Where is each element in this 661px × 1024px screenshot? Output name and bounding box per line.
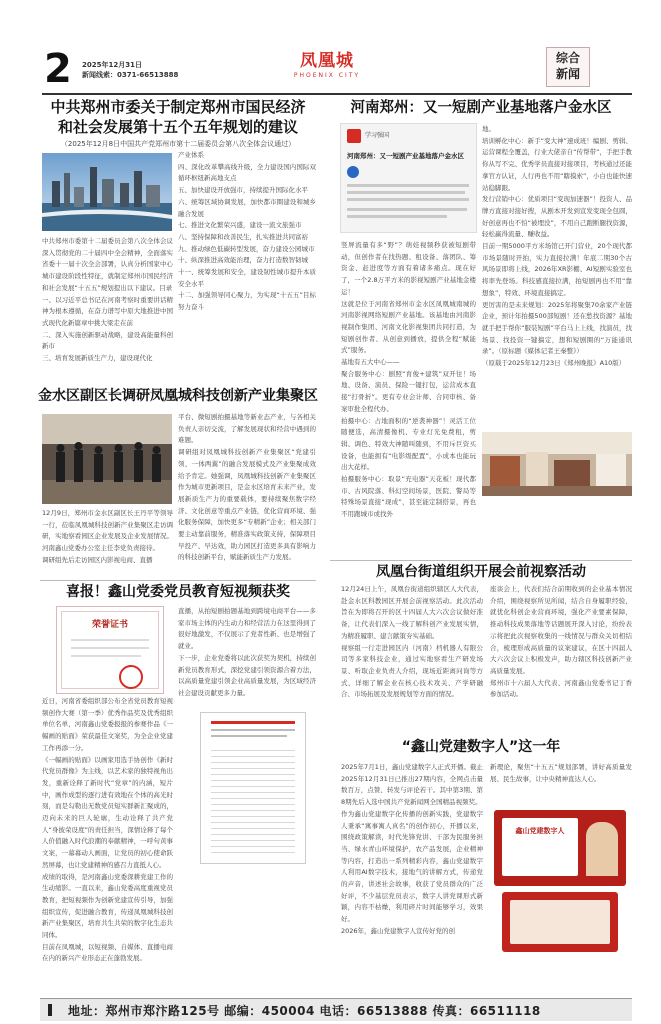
article3-photo (42, 414, 172, 504)
article4-body-left: 12月24日上午，凤凰台街道组织辖区人大代表，赴金水区科教园区开展会前视察活动。此次活动旨在为即将召开的区十四届人大六次会议做好准备，让代表们深入一线了解科创产业发展实情，为精准履职、建言献策夯实基础。 视察组一行走进园区内（河南）档机器人有限公司等多家科技企业，通过实地察看生产研发场景、听取企业负责人介绍，现场近距离问询等方式，详细了解企业在核心技术攻关、产学研融合、市场拓展及发展规划等方面的情况。 (341, 585, 483, 699)
issue-meta (82, 60, 178, 80)
page-number: 2 (44, 46, 72, 92)
article2-body-right: 地。 培训孵化中心：新手“变大神”速成班！编剧、剪辑、运营课程全覆盖，行业大佬亲自“传帮带”，手把手教你从写不完、优秀学员直接对接项目，考核通过还能拿官方认证，人行再也不用“瞎摸索”，小白也能快速站稳脚跟。 发行营销中心：优质项目“变现加速器”！投资人、品牌方直接对接好搜，从剧本开发到宣发变现全包圆，好创意再也不怕“被埋没”，不用自己跑断腿找资源，轻松赢得流量、赚收益。 目前一期5000平方米场馆已开门营业，20个现代都市场景随时开拍，实力直接拉满！年底二期30个古风场景即将上线，2026年XR影棚、AI短剧实验室也将率先登场。科技感直接拉满，拍短剧再也不用“靠想象”，特效、环境直接搞定。 更厉害的是未来规划：2025年将聚集70余家产业链企业，预计年拍摄500部短剧！还在愁找资源？基地就手把手帮你“服装短剧”平台马上上线，找演员，找场景、找投资一键搞定，想和短剧圈的“万能通讯录”。（原标题《媒体记者王秦整》） （原载于2025年12月23日《郑州晚报》A10版） (482, 125, 632, 368)
news-hotline: 新闻线索：0371-66513888 (82, 71, 179, 79)
article1-title-line2: 和社会发展第十五个五年规划的建议 (57, 118, 298, 136)
section-tag-line1: 综合 (555, 51, 580, 65)
city-skyline-photo (42, 153, 172, 231)
footer-bar (40, 998, 632, 1021)
logo-chinese: 凤凰城 (300, 51, 354, 71)
article3-body-right: 平台、微短剧拍摄基地等新业态产业，与各相关负责人亲切交流，了解发展现状和经营中遇到的难题。 调研组对凤凰城科技创新产业集聚区“党建引领、一体两翼”的融合发展模式及产业集聚成效给予肯定。她强调，凤凰城科技创新产业集聚区作为城市更新项目，是金水区培育未来产业，发展新质生产力的重要载体，要持续聚焦数字经济、文化创意等重点产业链，优化营商环境、强化服务保障，加快更多“专精新”企业；相关部门要主动靠前服务，精准落实政策支持，保障项目早投产、早达效，助力园区打造更多具有影响力的科技创新平台，赋能新质生产力发展。 (178, 413, 316, 562)
seal-icon (119, 665, 143, 689)
article2-screenshot (340, 123, 477, 233)
author-avatar-icon (347, 166, 359, 178)
section-tag-line2: 新闻 (555, 67, 580, 81)
issue-date: 2025年12月31日 (82, 61, 142, 69)
poster-title: 鑫山党建数字人 (515, 827, 565, 835)
header-rule (42, 93, 632, 95)
article2-body-left: 竖屏流量有多“野”？萌娃视频秒获被短剧带动，但创作者在找热题、租设备、落团队、筹资金、赶进度等方面有着诸多痛点。现在好了，一个2.8万平方米的影视短剧产业基地金楼运！ 这就是位于河南省郑州市金水区凤凰城南城的河南影视网络短剧产业基地。该基地由河南影视制作集团、河南文化影视集团共同打造，为短剧创作者、从创意到播放，提供全程“赋能式”服务。 基地有五大中心—— 聚合服务中心：剧照“育俊+建筑”双开往！场地、设备、演员、保险一键打包，运营成本直接“打骨折”。更有专业会计师、合同审核、备案审批全程代办。 拍摄中心：占地面积的“逆袭神器”！灵活工位随便选，高清摄像机、专业灯光免费租，剪辑、调色、特效大神随叫随到，不用斥巨资买设备，也能拥有“电影级配置”，小成本也能玩出大花样。 拍摄服务中心：取景“充电器”天花板！现代都市、古风院落、科幻空间场景，医院、警局等特殊场景直接“现成”，甚至能定制搭景，再也不用跑城市或找外 (341, 241, 476, 519)
article6-body-right: 新理论，聚焦“十五五”规划部署，讲好高质量发展、民生故事，让中央精神直达人心。 (490, 763, 632, 783)
article5-document-image (200, 712, 306, 864)
logo-english: PHOENIX CITY (293, 72, 361, 79)
article1-title-line1: 中共郑州市委关于制定郑州市国民经济 (50, 98, 306, 116)
digital-human-figure (586, 822, 618, 876)
article6-title: “鑫山党建数字人”这一年 (401, 739, 561, 755)
section-divider (40, 580, 316, 581)
article3-title: 金水区副区长调研凤凰城科技创新产业集聚区 (38, 388, 318, 404)
article1-body-right: 产业体系 四、深化改革攀高线升级，全力建设国内国际双循环枢纽新高地支点 五、加快建设开放强市，持续提升国际化水平 六、统筹区域协调发展，加快都市圈建设和城乡融合发展 七、推进文化繁荣兴盛，建设一流文旅强市 八、坚持保障和改善民生，扎实推进共同富裕 九、推动绿色低碳转型发展，奋力建设公园城市 十、纵深推进高效能治理，奋力打造数智韧城 十一、统筹发展和安全，建设韧性城市提升本质安全水平 十二、加强领导同心聚力，为实现“十五五”目标努力奋斗 (178, 151, 316, 312)
article1-photo (42, 153, 172, 231)
article6-poster (494, 810, 626, 886)
article6-body-left: 2025年7月1日，鑫山党建数字人正式开播。截止2025年12月31日已推出27期内容，全网点击量数百万，点赞、转发与评论若干。其中第3期、第8期先后入选中国共产党新闻网全国精品视频奖。 作为鑫山党建数字化传播的创新实践，党建数字人秉承“寓事寓人真名”的创作初心，开播以来，围绕政策解读，时代先锋党讲、干部为民服务担当、绿水青山环境保护，农产品发展，企业精神等内容，打造出一系列精彩内容，鑫山党建数字人利用AI数字技术，接地气的讲解方式，传递党的声音，讲述社会故事，收获了党员群众的广泛好评，不少基层党员表示，数字人讲党课形式新颖，内容不枯燥，利用碎片时间能够学习，效果好。 2026年，鑫山党建数字人宣传好党的创 (341, 763, 483, 935)
article5-body-left: 近日，河南省委组织部公布全省党员教育短视频创作大赛（第一季）优秀作品奖及优秀组织单位名单，河南鑫山党委报报的参赛作品《一幅画的贴面》荣获最佳文案奖，为全企业党建工作再添一分。 《一幅画的贴面》以画家用选手协创作《新时代党员群像》为主线，以艺术家的独特视角出发，重新诠释了新时代“党章”的内涵，短片中，画作成型的逐行进有效地在个体的高光时刻，而是勾勒出无数党员短实群新汇聚成的，迈向未来的巨人轮廓，生动诠释了共产党人“身披荣设度”的责任担当，深情诠释了每个人价值融入时代浪潮的奉献精神，一呼句黄事文案，一幕幕动人画面，让党员的初心使命跃然屏幕，也让党建精神的感召力直抵人心。 成绩的取得，是河南鑫山党委深耕党建工作的生动缩影。一直以来，鑫山党委高度重视党员教育，把短视频作为创新党建宣传引导，加强组织宣传，促进融合教育，传递凤凰城科技创新产业集聚区，培育共生共荣的数字化生态共同体。 目前在凤凰城，以短视频、自媒体、直播电商在内的新兴产业形态正在蓬勃发展。 (42, 697, 173, 963)
studio-interior-photo (482, 432, 632, 496)
article1-body-left: 中共郑州市委第十二届委员会第八次全体会议深入贯彻党的二十届四中全会精神，全面落实省委十一届十次全会部署，认真分析国家中心城市建设阶段性特征，就制定郑州市国民经济和社会发展“十五五”规划提出以下建议。目录 一、以习近平总书记在河南考察时重要讲话精神为根本遵循，在奋力谱写中原大地推进中国式现代化新篇章中挑大梁走在前 二、深入实施创新驱动战略，建设高能量科创新市 三、培育发展新质生产力，建设现代化 (42, 237, 173, 363)
footer-contact: 地址：郑州市郑汴路125号 邮编：450004 电话：66513888 传真：66511118 (68, 1004, 541, 1018)
section-divider (330, 560, 632, 561)
article2-title: 河南郑州：又一短剧产业基地落户金水区 (350, 100, 612, 116)
article5-body-right: 直播，从拍短剧拍题基地到跨境电商平台——多家市场主体的内生动力和经营活力在这里得到了很好地激发，不仅展示了党者性新、也是增强了就业。 下一步，企业党委将以此次获奖为契机，持续创新党员教育形式，深挖党建引领资源合着方法，以高质量党建引领企业高质量发展，为区域经济社会建设贡献更多力量。 (178, 607, 316, 697)
article6-poster-small (502, 892, 618, 952)
article4-title: 凤凰台街道组织开展会前视察活动 (376, 564, 586, 580)
article3-body-left: 12月9日，郑州市金水区副区长王丹平等领导一行，莅临凤凰城科技创新产业集聚区走访调研，实地察看园区企业发展及企业发展情况。河南鑫山党委办公室主任李党负责接待。 调研组先后走访园区内影视电商、直播 (42, 509, 173, 564)
app-logo-icon (347, 129, 361, 143)
footer-marker (48, 1004, 52, 1016)
article5-certificate (56, 606, 164, 694)
screenshot-headline: 河南郑州：又一短剧产业基地落户金水区 (347, 152, 464, 160)
screenshot-app-name: 学习强国 (365, 132, 390, 139)
section-tag (546, 47, 590, 87)
certificate-title: 荣誉证书 (91, 620, 128, 630)
article1-subtitle: （2025年12月8日中国共产党郑州市第十二届委员会第八次全体会议通过） (60, 140, 296, 148)
article2-photo (482, 432, 632, 496)
newspaper-logo (289, 50, 365, 90)
inspection-group-photo (42, 414, 172, 504)
article4-body-right: 座谈会上，代表们结合前期收到的企业基本情况介绍，围绕视察所见所闻，结合自身履职经验，就优化科创企业营商环境，强化产业要素保障，推动科技成果落地等话题展开深入讨论，纷纷表示将把此次视察收集的一线情况与群众关切相结合，梳理形成高质量的议案建议，在区十四届人大六次会议上积极发声，助力辖区科技创新产业高质量发展。 郑州市十六届人大代表、河南鑫山党委书记丁香参加活动。 (490, 585, 632, 699)
article1-title (40, 97, 316, 137)
article5-title: 喜报！鑫山党委党员教育短视频获奖 (66, 584, 290, 600)
